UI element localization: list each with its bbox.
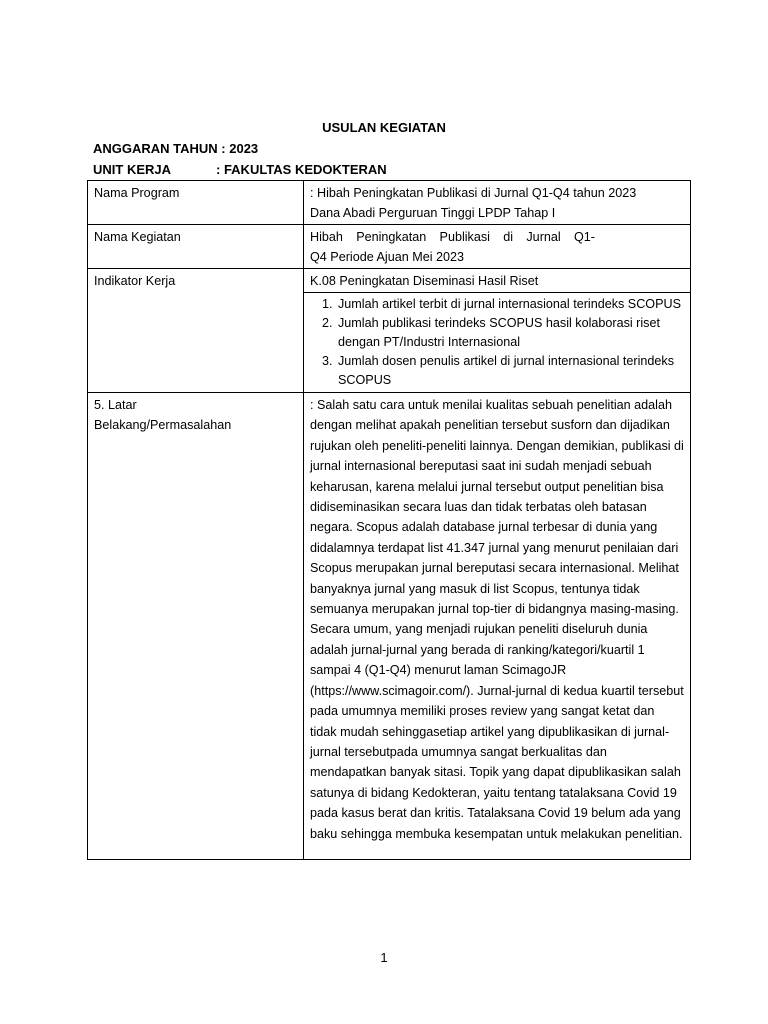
work-unit-value: : FAKULTAS KEDOKTERAN bbox=[216, 162, 387, 177]
value-nama-program bbox=[304, 181, 691, 225]
work-unit-label: UNIT KERJA bbox=[93, 162, 172, 177]
row-nama-kegiatan bbox=[88, 225, 691, 269]
label-latar bbox=[88, 393, 304, 860]
label-nama-kegiatan: Nama Kegiatan bbox=[88, 225, 304, 269]
label-nama-program: Nama Program bbox=[88, 181, 304, 225]
page-title: USULAN KEGIATAN bbox=[322, 120, 446, 135]
value-nama-kegiatan bbox=[304, 225, 691, 269]
indikator-code: K.08 Peningkatan Diseminasi Hasil Riset bbox=[304, 269, 691, 293]
background-text: : Salah satu cara untuk menilai kualitas sebuah penelitian adalah dengan melihat apakah penelitian tersebut susforn dan dijadikan rujukan oleh peneliti-peneliti lainnya. Dengan demikian, publikasi di jurnal internasional bereputasi saat ini sudah menjadi sebuah keharusan, karena melalui jurnal tersebut output penelitian bisa didiseminasikan secara luas dan tidak terbatas oleh batasan negara. Scopus adalah database jurnal terbesar di dunia yang didalamnya terdapat list 41.347 jurnal yang menurut penilaian dari Scopus merupakan jurnal bereputasi secara internasional. Melihat banyaknya jurnal yang masuk di list Scopus, tentunya tidak semuanya merupakan jurnal top-tier di bidangnya masing-masing. Secara umum, yang menjadi rujukan peneliti diseluruh dunia adalah jurnal-jurnal yang berada di ranking/kategori/kuartil 1 sampai 4 (Q1-Q4) menurut laman ScimagoJR (https://www.scimagoir.com/). Jurnal-jurnal di kedua kuartil tersebut pada umumnya memiliki proses review yang sangat ketat dan tidak mudah sehinggasetiap artikel yang dipublikasikan di jurnal-jurnal tersebutpada umumnya sangat berkualitas dan mendapatkan banyak sitasi. Topik yang dapat dipublikasikan salah satunya di bidang Kedokteran, yaitu tentang tatalaksana Covid 19 pada kasus berat dan kritis. Tatalaksana Covid 19 belum ada yang baku sehingga membuka kesempatan untuk melakukan penelitian. bbox=[310, 398, 684, 841]
program-line2: Dana Abadi Perguruan Tinggi LPDP Tahap I bbox=[310, 206, 556, 220]
work-unit bbox=[93, 162, 387, 177]
latar-label-line1: 5. Latar bbox=[94, 398, 137, 412]
label-indikator: Indikator Kerja bbox=[88, 269, 304, 393]
row-nama-program bbox=[88, 181, 691, 225]
row-latar bbox=[88, 393, 691, 860]
activity-table bbox=[87, 180, 691, 860]
kegiatan-line1: Hibah Peningkatan Publikasi di Jurnal Q1- bbox=[310, 230, 595, 244]
latar-label-line2: Belakang/Permasalahan bbox=[94, 418, 232, 432]
value-latar bbox=[304, 393, 691, 860]
indicator-list bbox=[310, 295, 684, 390]
kegiatan-line2: Q4 Periode Ajuan Mei 2023 bbox=[310, 250, 465, 264]
program-line1: : Hibah Peningkatan Publikasi di Jurnal Q1-Q4 tahun 2023 bbox=[310, 186, 637, 200]
row-indikator-kode bbox=[88, 269, 691, 293]
page-number: 1 bbox=[380, 950, 388, 965]
indikator-list-cell bbox=[304, 293, 691, 393]
list-item: 3. Jumlah dosen penulis artikel di jurnal internasional terindeks SCOPUS bbox=[336, 352, 684, 390]
list-item: 2. Jumlah publikasi terindeks SCOPUS hasil kolaborasi riset dengan PT/Industri Internasional bbox=[336, 314, 684, 352]
budget-year: ANGGARAN TAHUN : 2023 bbox=[93, 141, 259, 156]
list-item: 1. Jumlah artikel terbit di jurnal internasional terindeks SCOPUS bbox=[336, 295, 684, 314]
